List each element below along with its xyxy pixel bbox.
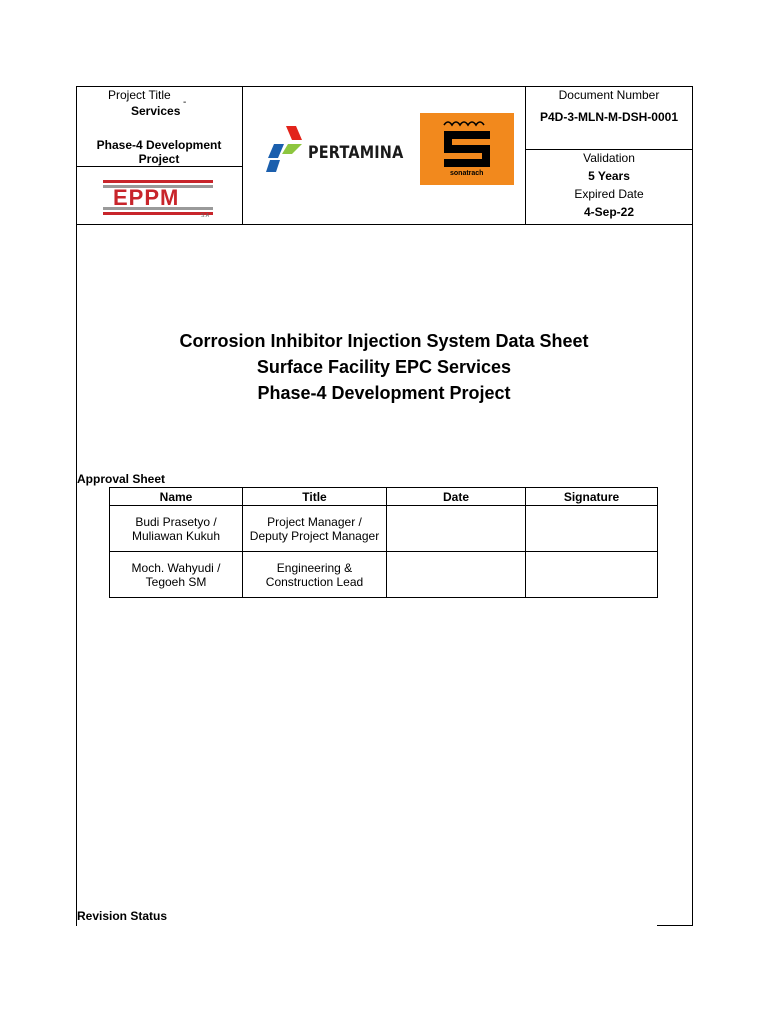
approver-name-cell (110, 506, 243, 552)
approver-name-cell (110, 552, 243, 598)
approver-name-line: Moch. Wahyudi / (131, 560, 221, 575)
validation-value: 5 Years (588, 169, 630, 183)
column-header-date: Date (387, 488, 526, 506)
document-number-label: Document Number (558, 88, 660, 102)
header-divider-left (242, 86, 243, 225)
validation-label: Validation (583, 151, 635, 165)
document-title-line-2: Surface Facility EPC Services (256, 357, 512, 377)
frame-top-border (76, 86, 693, 87)
approval-date-cell (387, 506, 526, 552)
expired-date-label: Expired Date (574, 187, 644, 201)
frame-left-border (76, 86, 77, 926)
approval-sheet-label: Approval Sheet (77, 472, 166, 486)
approver-title-line: Project Manager / (267, 514, 362, 529)
eppm-logo-sub: S.A (201, 213, 210, 219)
approval-table-header (110, 488, 658, 506)
revision-status-label: Revision Status (77, 909, 168, 923)
approval-signature-cell (526, 506, 658, 552)
sonatrach-logo (420, 113, 514, 185)
approval-date-cell (387, 552, 526, 598)
approver-name-line: Budi Prasetyo / (135, 514, 217, 529)
pertamina-logo-mark (266, 124, 306, 176)
frame-right-border-lower (692, 224, 693, 926)
document-title-line-1: Corrosion Inhibitor Injection System Data Sheet (179, 331, 589, 351)
project-phase: Phase-4 Development Project (96, 138, 222, 166)
approval-signature-cell (526, 552, 658, 598)
project-title-value: Services (131, 104, 181, 118)
column-header-signature: Signature (526, 488, 658, 506)
document-title-line-3: Phase-4 Development Project (257, 383, 511, 403)
header-bottom-border (76, 224, 693, 225)
table-row (110, 552, 658, 598)
approval-table (109, 487, 658, 598)
sonatrach-logo-text: sonatrach (450, 170, 484, 177)
expired-date-value: 4-Sep-22 (583, 205, 635, 219)
frame-right-border (692, 86, 693, 225)
approver-name-line: Muliawan Kukuh (131, 528, 221, 543)
pertamina-logo (266, 124, 404, 176)
eppm-logo (103, 180, 213, 220)
approver-title-line: Deputy Project Manager (249, 528, 380, 543)
approver-title-line: Construction Lead (265, 574, 364, 589)
project-title-label: Project Title (108, 88, 171, 102)
eppm-logo-text: EPPM (113, 185, 180, 210)
approver-name-line: Tegoeh SM (145, 574, 207, 589)
pertamina-logo-text: PERTAMINA (308, 143, 404, 163)
approver-title-line: Engineering & (276, 560, 353, 575)
approver-title-cell (243, 552, 387, 598)
document-number-value: P4D-3-MLN-M-DSH-0001 (539, 110, 679, 124)
column-header-name: Name (110, 488, 243, 506)
header-right-mid-border (525, 149, 693, 150)
table-row (110, 506, 658, 552)
revision-status-rule (657, 925, 693, 926)
column-header-title: Title (243, 488, 387, 506)
header-left-mid-border (76, 166, 243, 167)
approver-title-cell (243, 506, 387, 552)
project-title-mark: - (183, 97, 187, 108)
